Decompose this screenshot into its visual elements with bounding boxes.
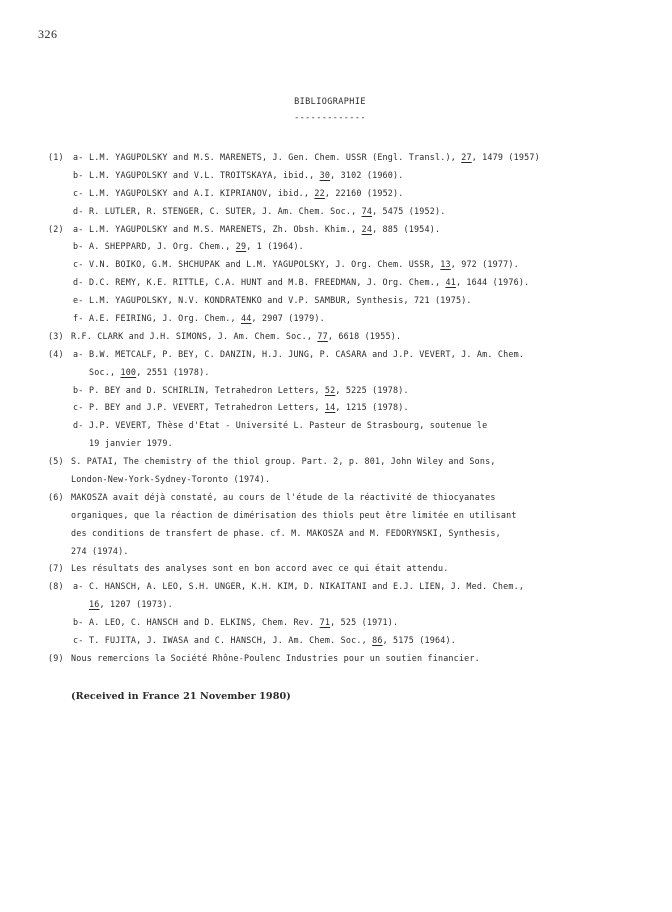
reference-line bbox=[48, 240, 648, 258]
text-segment: Les résultats des analyses sont en bon accord avec ce qui était attendu. bbox=[71, 563, 449, 574]
received-date: (Received in France 21 November 1980) bbox=[71, 691, 291, 702]
text-segment: , 5225 (1978). bbox=[335, 384, 409, 395]
text-segment: , 1207 (1973). bbox=[99, 599, 173, 610]
sub-reference-label: a- bbox=[73, 348, 84, 359]
text-segment: 19 janvier 1979. bbox=[89, 438, 173, 449]
text-segment: , 2551 (1978). bbox=[136, 366, 210, 377]
reference-line bbox=[48, 187, 648, 205]
text-segment: London-New-York-Sydney-Toronto (1974). bbox=[71, 474, 271, 485]
volume-number: 16 bbox=[89, 599, 100, 610]
text-segment: A.E. FEIRING, J. Org. Chem., bbox=[89, 313, 242, 324]
reference-text bbox=[89, 366, 210, 378]
reference-text bbox=[71, 562, 448, 574]
reference-line bbox=[48, 545, 648, 563]
reference-line bbox=[48, 634, 648, 652]
volume-number: 77 bbox=[317, 330, 328, 341]
reference-line bbox=[48, 223, 648, 241]
text-segment: T. FUJITA, J. IWASA and C. HANSCH, J. Am. Chem. Soc., bbox=[89, 635, 373, 646]
reference-text bbox=[89, 616, 398, 628]
reference-line bbox=[48, 151, 648, 169]
reference-text bbox=[89, 312, 325, 324]
volume-number: 52 bbox=[324, 384, 336, 395]
text-segment: , 525 (1971). bbox=[330, 617, 399, 628]
reference-number: (4) bbox=[48, 348, 64, 359]
reference-text bbox=[89, 437, 173, 449]
volume-number: 41 bbox=[445, 277, 456, 288]
reference-number: (8) bbox=[48, 581, 64, 592]
reference-number: (5) bbox=[48, 456, 64, 467]
reference-text bbox=[89, 240, 304, 252]
page-title: BIBLIOGRAPHIE bbox=[294, 97, 366, 107]
volume-number: 13 bbox=[440, 259, 451, 270]
reference-text bbox=[89, 258, 519, 270]
reference-text bbox=[71, 491, 496, 503]
text-segment: R. LUTLER, R. STENGER, C. SUTER, J. Am. Chem. Soc., bbox=[89, 205, 362, 216]
volume-number: 100 bbox=[120, 366, 137, 377]
text-segment: , 5475 (1952). bbox=[372, 205, 446, 216]
reference-line bbox=[48, 437, 648, 455]
text-segment: des conditions de transfert de phase. cf. M. MAKOSZA and M. FEDORYNSKI, Synthesis, bbox=[71, 527, 501, 538]
text-segment: S. PATAI, The chemistry of the thiol group. Part. 2, p. 801, John Wiley and Sons, bbox=[71, 456, 496, 467]
reference-line bbox=[48, 616, 648, 634]
text-segment: L.M. YAGUPOLSKY and V.L. TROITSKAYA, ibid., bbox=[89, 169, 320, 180]
sub-reference-label: c- bbox=[73, 635, 84, 646]
sub-reference-label: c- bbox=[73, 259, 84, 270]
sub-reference-label: c- bbox=[73, 402, 84, 413]
reference-line bbox=[48, 169, 648, 187]
text-segment: P. BEY and D. SCHIRLIN, Tetrahedron Letters, bbox=[89, 384, 325, 395]
reference-number: (3) bbox=[48, 330, 64, 341]
reference-text bbox=[89, 634, 456, 646]
reference-text bbox=[71, 527, 501, 539]
text-segment: R.F. CLARK and J.H. SIMONS, J. Am. Chem. Soc., bbox=[71, 330, 318, 341]
text-segment: C. HANSCH, A. LEO, S.H. UNGER, K.H. KIM, D. NIKAITANI and E.J. LIEN, J. Med. Chem., bbox=[89, 581, 525, 592]
reference-text bbox=[89, 294, 472, 306]
reference-text bbox=[71, 545, 129, 557]
reference-line bbox=[48, 527, 648, 545]
reference-text bbox=[89, 169, 404, 181]
sub-reference-label: b- bbox=[73, 241, 84, 252]
text-segment: Nous remercions la Société Rhône-Poulenc Industries pour un soutien financier. bbox=[71, 652, 480, 663]
reference-line bbox=[48, 580, 648, 598]
sub-reference-label: f- bbox=[73, 313, 84, 324]
reference-text bbox=[89, 419, 487, 431]
reference-text bbox=[89, 401, 409, 413]
sub-reference-label: b- bbox=[73, 169, 84, 180]
text-segment: D.C. REMY, K.E. RITTLE, C.A. HUNT and M.B. FREEDMAN, J. Org. Chem., bbox=[89, 277, 446, 288]
reference-line bbox=[48, 509, 648, 527]
text-segment: , 885 (1954). bbox=[372, 223, 441, 234]
reference-line bbox=[48, 312, 648, 330]
volume-number: 71 bbox=[319, 617, 331, 628]
reference-text bbox=[71, 455, 496, 467]
text-segment: A. SHEPPARD, J. Org. Chem., bbox=[89, 241, 236, 252]
text-segment: L.M. YAGUPOLSKY and A.I. KIPRIANOV, ibid., bbox=[89, 187, 315, 198]
text-segment: , 6618 (1955). bbox=[327, 330, 402, 341]
text-segment: A. LEO, C. HANSCH and D. ELKINS, Chem. Rev. bbox=[89, 617, 320, 628]
reference-line bbox=[48, 258, 648, 276]
sub-reference-label: a- bbox=[73, 223, 84, 234]
volume-number: 29 bbox=[235, 241, 247, 252]
volume-number: 14 bbox=[324, 402, 336, 413]
text-segment: J.P. VEVERT, Thèse d'Etat - Université L. Pasteur de Strasbourg, soutenue le bbox=[89, 420, 488, 431]
volume-number: 24 bbox=[361, 223, 373, 234]
sub-reference-label: d- bbox=[73, 205, 84, 216]
volume-number: 44 bbox=[241, 313, 252, 324]
reference-line bbox=[48, 330, 648, 348]
reference-line bbox=[48, 652, 648, 670]
reference-text bbox=[89, 598, 173, 610]
sub-reference-label: d- bbox=[73, 420, 84, 431]
text-segment: 274 (1974). bbox=[71, 545, 129, 556]
reference-line bbox=[48, 205, 648, 223]
text-segment: V.N. BOIKO, G.M. SHCHUPAK and L.M. YAGUPOLSKY, J. Org. Chem. USSR, bbox=[89, 259, 441, 270]
reference-text bbox=[89, 580, 524, 592]
text-segment: , 22160 (1952). bbox=[324, 187, 404, 198]
reference-text bbox=[89, 187, 404, 199]
volume-number: 86 bbox=[372, 635, 383, 646]
reference-text bbox=[71, 509, 517, 521]
sub-reference-label: d- bbox=[73, 277, 84, 288]
text-segment: P. BEY and J.P. VEVERT, Tetrahedron Letters, bbox=[89, 402, 325, 413]
reference-line bbox=[48, 562, 648, 580]
volume-number: 30 bbox=[319, 169, 331, 180]
text-segment: , 1479 (1957) bbox=[471, 152, 540, 162]
sub-reference-label: c- bbox=[73, 187, 84, 198]
reference-number: (2) bbox=[48, 223, 64, 234]
text-segment: , 2907 (1979). bbox=[251, 313, 325, 324]
text-segment: , 1 (1964). bbox=[246, 241, 304, 252]
reference-line bbox=[48, 598, 648, 616]
reference-line bbox=[48, 455, 648, 473]
sub-reference-label: b- bbox=[73, 617, 84, 628]
reference-text bbox=[89, 151, 540, 163]
text-segment: B.W. METCALF, P. BEY, C. DANZIN, H.J. JUNG, P. CASARA and J.P. VEVERT, J. Am. Chem. bbox=[89, 348, 525, 359]
text-segment: , 1644 (1976). bbox=[455, 277, 530, 288]
reference-number: (9) bbox=[48, 652, 64, 663]
reference-line bbox=[48, 348, 648, 366]
sub-reference-label: a- bbox=[73, 581, 84, 592]
sub-reference-label: e- bbox=[73, 295, 84, 306]
reference-number: (7) bbox=[48, 563, 64, 574]
reference-text bbox=[89, 348, 524, 360]
reference-line bbox=[48, 473, 648, 491]
reference-line bbox=[48, 419, 648, 437]
reference-line bbox=[48, 294, 648, 312]
text-segment: MAKOSZA avait déjà constaté, au cours de l'étude de la réactivité de thiocyanates bbox=[71, 491, 496, 502]
reference-line bbox=[48, 276, 648, 294]
volume-number: 27 bbox=[461, 152, 472, 162]
reference-line bbox=[48, 366, 648, 384]
reference-text bbox=[89, 223, 440, 235]
title-rule: ------------- bbox=[294, 113, 366, 123]
text-segment: organiques, que la réaction de dimérisation des thiols peut être limitée en utilisant bbox=[71, 509, 517, 520]
reference-line bbox=[48, 491, 648, 509]
volume-number: 74 bbox=[361, 205, 373, 216]
reference-number: (6) bbox=[48, 491, 64, 502]
bibliography-list bbox=[48, 151, 648, 670]
volume-number: 22 bbox=[314, 187, 325, 198]
text-segment: L.M. YAGUPOLSKY and M.S. MARENETS, Zh. Obsh. Khim., bbox=[89, 223, 362, 234]
reference-line bbox=[48, 401, 648, 419]
text-segment: L.M. YAGUPOLSKY, N.V. KONDRATENKO and V.P. SAMBUR, Synthesis, 721 (1975). bbox=[89, 295, 472, 306]
text-segment: , 972 (1977). bbox=[450, 259, 519, 270]
text-segment: , 3102 (1960). bbox=[330, 169, 404, 180]
reference-line bbox=[48, 384, 648, 402]
reference-number: (1) bbox=[48, 152, 64, 162]
reference-text bbox=[71, 330, 401, 342]
reference-text bbox=[71, 652, 480, 664]
sub-reference-label: b- bbox=[73, 384, 84, 395]
text-segment: , 1215 (1978). bbox=[335, 402, 409, 413]
text-segment: Soc., bbox=[89, 366, 121, 377]
text-segment: L.M. YAGUPOLSKY and M.S. MARENETS, J. Gen. Chem. USSR (Engl. Transl.), bbox=[89, 152, 462, 162]
reference-text bbox=[89, 276, 529, 288]
reference-text bbox=[89, 205, 445, 217]
reference-text bbox=[89, 384, 409, 396]
text-segment: , 5175 (1964). bbox=[382, 635, 456, 646]
reference-text bbox=[71, 473, 270, 485]
sub-reference-label: a- bbox=[73, 152, 84, 162]
page-number: 326 bbox=[38, 27, 58, 41]
